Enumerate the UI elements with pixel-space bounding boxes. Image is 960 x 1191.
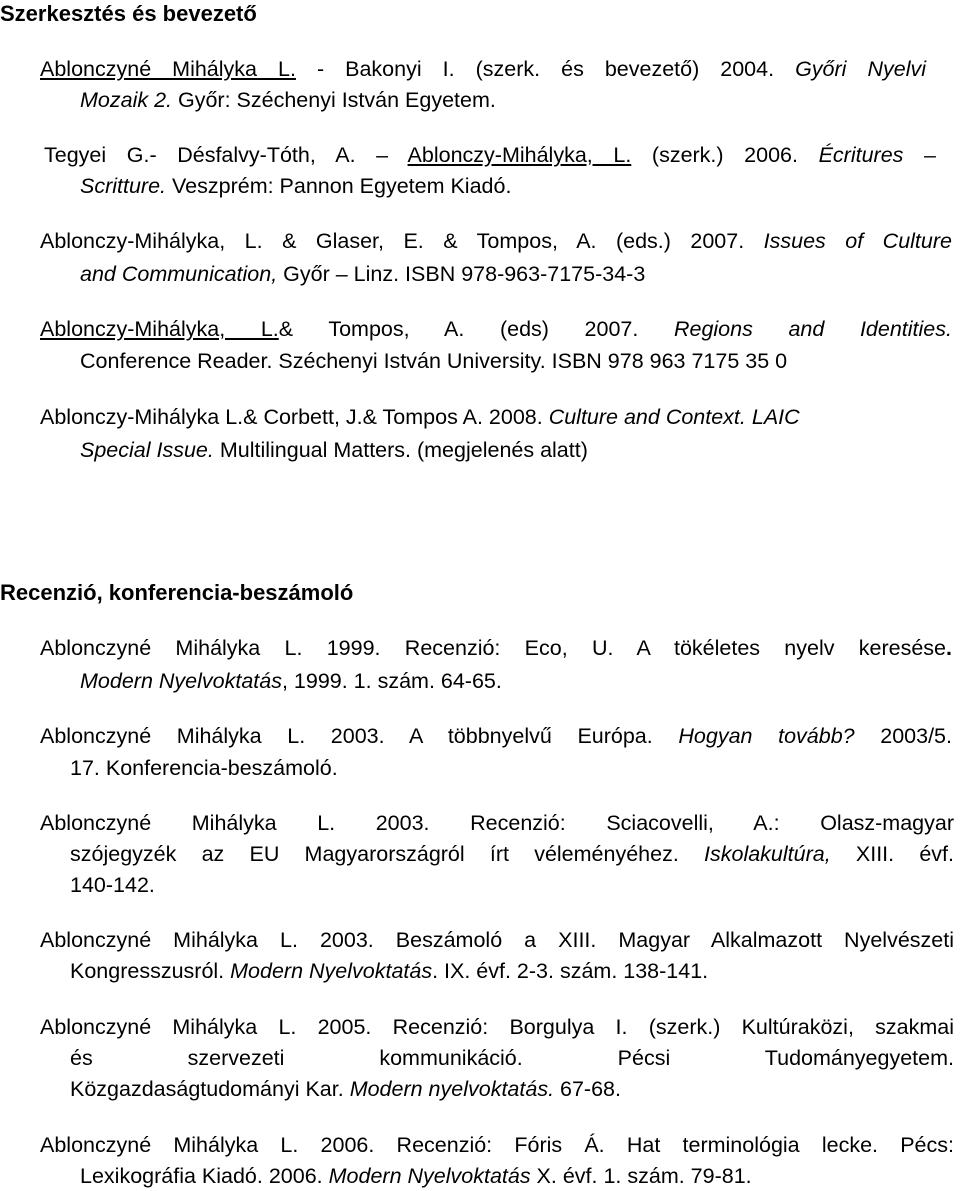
entry-review-6-line2: Lexikográfia Kiadó. 2006. Modern Nyelvoktatás X. évf. 1. szám. 79-81.	[80, 1164, 752, 1188]
entry-editing-5-line1: Ablonczy-Mihályka L.& Corbett, J.& Tompos A. 2008. Culture and Context. LAIC	[40, 405, 800, 429]
entry-editing-2-line1: Tegyei G.- Désfalvy-Tóth, A. – Ablonczy-Mihályka, L. (szerk.) 2006. Écritures –	[44, 143, 936, 167]
entry-review-4-line1: Ablonczyné Mihályka L. 2003. Beszámoló a XIII. Magyar Alkalmazott Nyelvészeti	[40, 928, 954, 952]
entry-editing-3-line1: Ablonczy-Mihályka, L. & Glaser, E. & Tompos, A. (eds.) 2007. Issues of Culture	[40, 229, 952, 253]
entry-editing-5-line2: Special Issue. Multilingual Matters. (megjelenés alatt)	[80, 438, 588, 462]
section-title-reviews: Recenzió, konferencia-beszámoló	[0, 580, 354, 605]
entry-editing-4-line1: Ablonczy-Mihályka, L.& Tompos, A. (eds) 2007. Regions and Identities.	[40, 317, 952, 341]
entry-review-3-line3: 140-142.	[70, 873, 155, 897]
entry-editing-2-line2: Scritture. Veszprém: Pannon Egyetem Kiadó.	[80, 174, 512, 198]
entry-review-3-line1: Ablonczyné Mihályka L. 2003. Recenzió: Sciacovelli, A.: Olasz-magyar	[40, 811, 954, 835]
entry-review-2-line1: Ablonczyné Mihályka L. 2003. A többnyelvű Európa. Hogyan tovább? 2003/5.	[40, 724, 952, 748]
entry-editing-1-line1: Ablonczyné Mihályka L. - Bakonyi I. (szerk. és bevezető) 2004. Győri Nyelvi	[40, 57, 926, 81]
author-link[interactable]: Ablonczyné Mihályka L.	[40, 57, 296, 81]
entry-review-6-line1: Ablonczyné Mihályka L. 2006. Recenzió: Fóris Á. Hat terminológia lecke. Pécs:	[40, 1133, 954, 1157]
entry-editing-3-line2: and Communication, Győr – Linz. ISBN 978-963-7175-34-3	[80, 262, 646, 286]
entry-review-3-line2: szójegyzék az EU Magyarországról írt véleményéhez. Iskolakultúra, XIII. évf.	[70, 842, 954, 866]
entry-review-2-line2: 17. Konferencia-beszámoló.	[70, 756, 338, 780]
entry-review-5-line1: Ablonczyné Mihályka L. 2005. Recenzió: Borgulya I. (szerk.) Kultúraközi, szakmai	[40, 1015, 954, 1039]
entry-review-1-line2: Modern Nyelvoktatás, 1999. 1. szám. 64-65.	[80, 669, 502, 693]
entry-review-4-line2: Kongresszusról. Modern Nyelvoktatás. IX. évf. 2-3. szám. 138-141.	[70, 959, 709, 983]
author-link[interactable]: Ablonczy-Mihályka, L.	[407, 143, 632, 167]
entry-editing-1-line2: Mozaik 2. Győr: Széchenyi István Egyetem.	[80, 88, 496, 112]
entry-editing-4-line2: Conference Reader. Széchenyi István University. ISBN 978 963 7175 35 0	[80, 349, 788, 373]
section-title-editing: Szerkesztés és bevezető	[0, 1, 257, 26]
entry-review-1-line1: Ablonczyné Mihályka L. 1999. Recenzió: Eco, U. A tökéletes nyelv keresése.	[40, 636, 952, 660]
entry-review-5-line2: és szervezeti kommunikáció. Pécsi Tudományegyetem.	[70, 1046, 954, 1070]
entry-review-5-line3: Közgazdaságtudományi Kar. Modern nyelvoktatás. 67-68.	[70, 1077, 621, 1101]
